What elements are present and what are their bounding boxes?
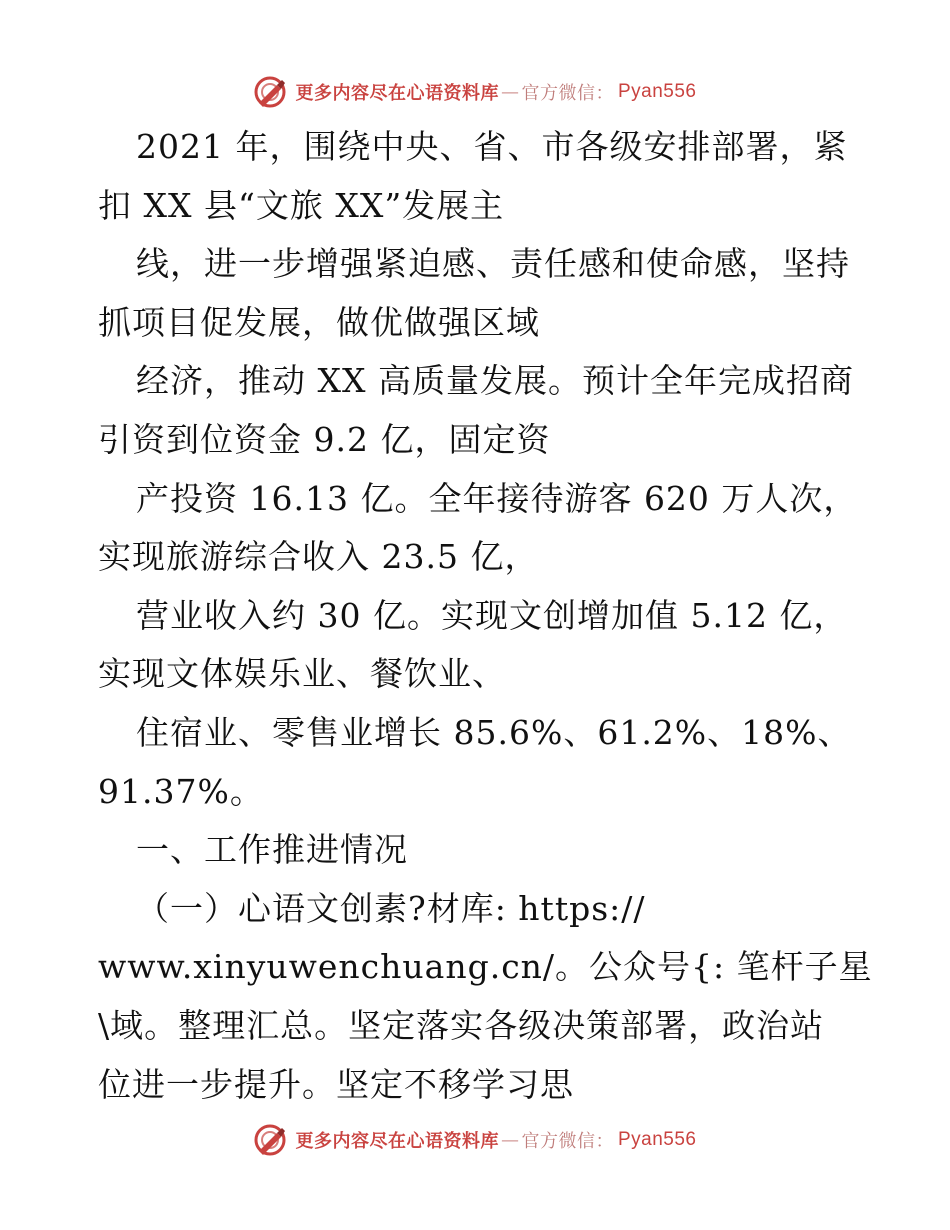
body-line: 实现文体娱乐业、餐饮业、: [98, 654, 506, 694]
body-line: 住宿业、零售业增长 85.6%、61.2%、18%、: [136, 712, 852, 752]
body-line: 91.37%。: [98, 771, 264, 811]
pen-logo-icon: [253, 1123, 287, 1157]
footer-main-text: 更多内容尽在心语资料库: [295, 1131, 499, 1152]
header-watermark-text: [295, 79, 696, 105]
pen-logo-icon: [253, 75, 287, 109]
body-line: 引资到位资金 9.2 亿，固定资: [98, 419, 551, 459]
body-line: 营业收入约 30 亿。实现文创增加值 5.12 亿，: [136, 595, 848, 635]
body-line: www.xinyuwenchuang.cn/。公众号{: 笔杆子星: [98, 947, 873, 987]
body-line: 产投资 16.13 亿。全年接待游客 620 万人次，: [136, 478, 858, 518]
header-main-text: 更多内容尽在心语资料库: [295, 83, 499, 104]
body-line: \域。整理汇总。坚定落实各级决策部署，政治站: [98, 1005, 825, 1045]
footer-watermark-text: [295, 1127, 696, 1153]
body-line: 抓项目促发展，做优做强区域: [98, 302, 540, 342]
header-dash: —: [500, 81, 520, 103]
body-line: 2021 年，围绕中央、省、市各级安排部署，紧: [136, 127, 848, 166]
footer-watermark: [0, 1118, 950, 1162]
section-heading: 一、工作推进情况: [136, 830, 408, 870]
body-line: 经济，推动 XX 高质量发展。预计全年完成招商: [136, 361, 854, 401]
footer-sub-text: 官方微信：: [521, 1131, 614, 1152]
header-sub-text: 官方微信：: [521, 83, 614, 104]
body-line: 扣 XX 县“文旅 XX”发展主: [98, 185, 505, 225]
body-line: （一）心语文创素?材库: https://: [136, 888, 646, 928]
body-line: 实现旅游综合收入 23.5 亿，: [98, 537, 539, 577]
footer-dash: —: [500, 1129, 520, 1151]
document-body: [98, 118, 898, 1114]
header-wechat-id: Pyan556: [617, 81, 697, 102]
header-watermark: [0, 70, 950, 114]
footer-wechat-id: Pyan556: [617, 1129, 697, 1150]
body-line: 线，进一步增强紧迫感、责任感和使命感，坚持: [136, 244, 850, 284]
body-line: 位进一步提升。坚定不移学习思: [98, 1064, 574, 1104]
